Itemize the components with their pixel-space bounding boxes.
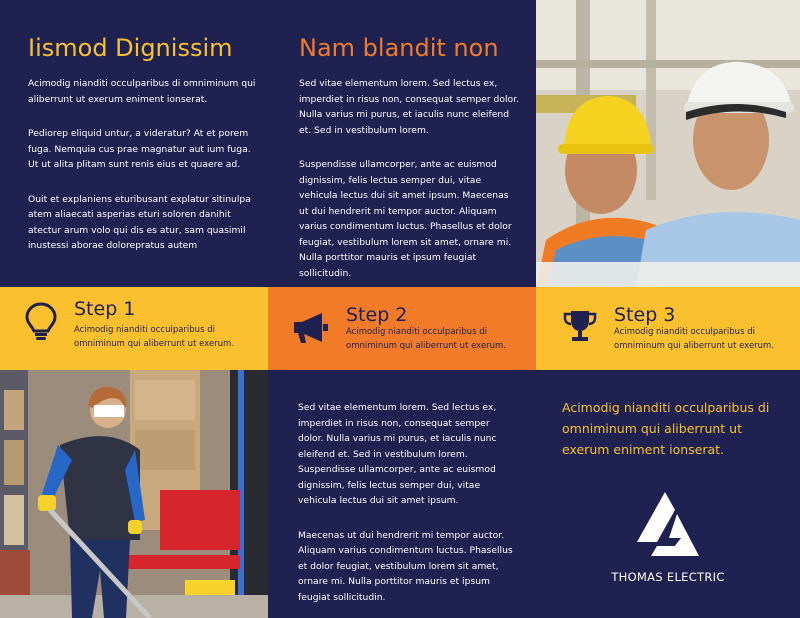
paragraph: Pediorep eliquid untur, a videratur? At et porem fuga. Nemquia cus prae magnatur aut ium fuga. Ut ut alita plitam sunt renis eius et quaere ad. bbox=[28, 128, 251, 170]
paragraph: Sed vitae elementum lorem. Sed lectus ex, imperdiet in risus non, consequat semper dolor. Nulla varius mi purus, et iaculis nunc eleifend et. Sed in vestibulum lorem. bbox=[299, 78, 520, 136]
step-2-title: Step 2 bbox=[346, 304, 408, 326]
step-1-description: Acimodig nianditi occulparibus di omniminum qui aliberrunt ut exerum. bbox=[74, 325, 235, 349]
photo-warehouse-worker bbox=[0, 370, 268, 618]
paragraph: Sed vitae elementum lorem. Sed lectus ex, imperdiet in risus non, consequat semper dolor. Nulla varius mi purus, et iaculis nunc eleifend et. Sed in vestibulum lorem. Suspendisse ullamcorper, ante ac euismod dignissim, felis lectus semper dui, vitae vehicula lectus dui sit amet ipsum. bbox=[298, 402, 497, 506]
step-2-card bbox=[268, 287, 536, 370]
panel-bottom-middle bbox=[268, 370, 536, 618]
heading-iismod-dignissim: Iismod Dignissim bbox=[28, 34, 233, 62]
megaphone-icon bbox=[292, 311, 330, 345]
panel-top-middle bbox=[268, 0, 536, 287]
step-3-description: Acimodig nianditi occulparibus di omniminum qui aliberrunt ut exerum. bbox=[614, 327, 775, 351]
step-3-title: Step 3 bbox=[614, 304, 676, 326]
step-1-title: Step 1 bbox=[74, 298, 136, 320]
step-3-card bbox=[536, 287, 800, 370]
panel-bottom-right bbox=[536, 370, 800, 618]
panel-top-left bbox=[0, 0, 268, 287]
trophy-icon bbox=[562, 309, 598, 343]
paragraph: Maecenas ut dui hendrerit mi tempor auctor. Aliquam varius condimentum luctus. Phasellus et dolor feugiat, vestibulum lorem sit amet, ornare mi. Nulla porttitor mauris et ipsum feugiat sollicitudin. bbox=[298, 529, 513, 603]
paragraph: Ouit et explaniens eturibusant explatur sitinulpa atem aliaecati asperias eturi soloren danihit atectur arum volo qui dis es atur, sam quasimil inustessi aborae dolorepratus autem bbox=[28, 193, 251, 251]
lightbulb-icon bbox=[24, 301, 58, 335]
step-1-card bbox=[0, 287, 268, 370]
paragraph: Suspendisse ullamcorper, ante ac euismod dignissim, felis lectus semper dui, vitae vehicula lectus dui sit amet ipsum. Maecenas ut dui hendrerit mi tempor auctor. Aliquam varius condimentum luctus. Phasellus et dolor feugiat, vestibulum lorem sit amet, ornare mi. Nulla porttitor mauris et ipsum feugiat sollicitudin. bbox=[299, 159, 512, 279]
heading-nam-blandit-non: Nam blandit non bbox=[299, 34, 499, 62]
quote-text: Acimodig nianditi occulparibus di omniminum qui aliberrunt ut exerum eniment ionserat. bbox=[562, 400, 770, 457]
step-2-description: Acimodig nianditi occulparibus di omniminum qui aliberrunt ut exerum. bbox=[346, 327, 507, 351]
paragraph: Acimodig nianditi occulparibus di omniminum qui aliberrunt ut exerum eniment ionserat. bbox=[28, 78, 256, 105]
thomas-electric-logo bbox=[631, 490, 701, 560]
photo-engineers-hard-hats bbox=[536, 0, 800, 287]
logo-text: THOMAS ELECTRIC bbox=[611, 570, 725, 584]
